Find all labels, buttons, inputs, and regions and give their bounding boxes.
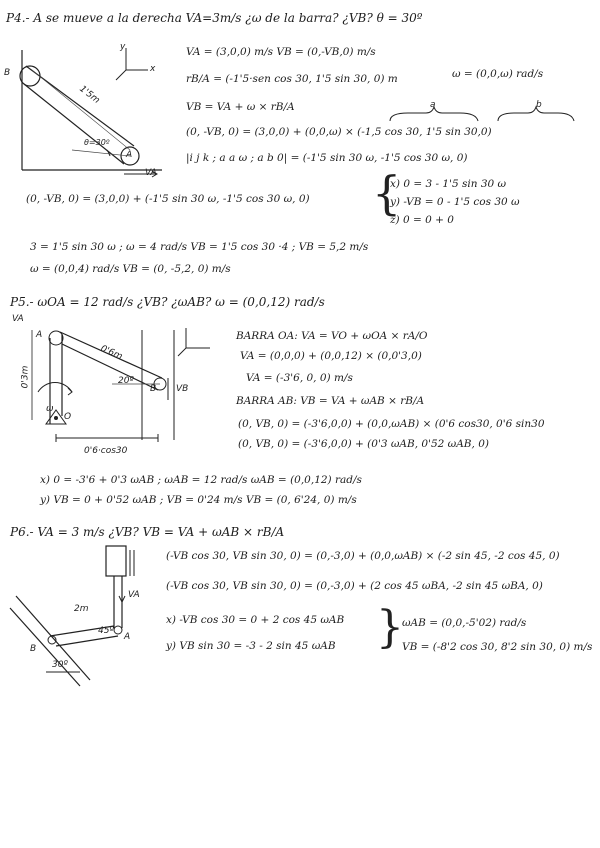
p5-axis-icon bbox=[176, 324, 216, 360]
p4-line-0: VA = (3,0,0) m/s VB = (0,-VB,0) m/s bbox=[186, 46, 376, 58]
p5-line-6: x) 0 = -3'6 + 0'3 ωAB ; ωAB = 12 rad/s ωAB = (0,0,12) rad/s bbox=[40, 474, 362, 486]
p4-title: P4.- A se mueve a la derecha VA=3m/s ¿ω de la barra? ¿VB? θ = 30º bbox=[6, 11, 423, 25]
p4-braces bbox=[388, 105, 588, 125]
p5-fig-vb: VB bbox=[176, 384, 189, 394]
p4-line-6: (0, -VB, 0) = (3,0,0) + (-1'5 sin 30 ω, -1'5 cos 30 ω, 0) bbox=[26, 193, 310, 205]
p4-fig-a: A bbox=[126, 150, 133, 160]
p5-fig-base: 0'6·cos30 bbox=[84, 446, 128, 456]
p5-line-7: y) VB = 0 + 0'52 ωAB ; VB = 0'24 m/s VB = (0, 6'24, 0) m/s bbox=[40, 494, 357, 506]
p4-brace-b: b bbox=[536, 100, 542, 110]
p6-fig-va: VA bbox=[128, 590, 140, 600]
p4-line-8: y) -VB = 0 - 1'5 cos 30 ω bbox=[390, 196, 520, 208]
p6-fig-len: 2m bbox=[74, 604, 89, 614]
p4-line-1: rB/A = (-1'5·sen cos 30, 1'5 sin 30, 0) m bbox=[186, 73, 398, 85]
p5-title: P5.- ωOA = 12 rad/s ¿VB? ¿ωAB? ω = (0,0,12) rad/s bbox=[10, 295, 325, 309]
p5-line-4: (0, VB, 0) = (-3'6,0,0) + (0,0,ωAB) × (0'6 cos30, 0'6 sin30 bbox=[238, 418, 545, 430]
p5-line-0: BARRA OA: VA = VO + ωOA × rA/O bbox=[236, 330, 428, 342]
p4-fig-b: B bbox=[4, 68, 11, 78]
p4-axis-icon bbox=[112, 44, 152, 84]
p6-line-2: x) -VB cos 30 = 0 + 2 cos 45 ωAB bbox=[166, 614, 345, 626]
p4-line-7: x) 0 = 3 - 1'5 sin 30 ω bbox=[390, 178, 507, 190]
p4-line-11: ω = (0,0,4) rad/s VB = (0, -5,2, 0) m/s bbox=[30, 263, 231, 275]
p4-line-4: (0, -VB, 0) = (3,0,0) + (0,0,ω) × (-1,5 cos 30, 1'5 sin 30,0) bbox=[186, 126, 492, 138]
p5-fig-o: O bbox=[64, 412, 72, 422]
p6-fig-ang1: 45º bbox=[98, 626, 114, 636]
p4-fig-va: VA bbox=[145, 168, 157, 178]
p6-title: P6.- VA = 3 m/s ¿VB? VB = VA + ωAB × rB/A bbox=[10, 525, 285, 539]
p5-fig-va: VA bbox=[12, 314, 24, 324]
p5-line-1: VA = (0,0,0) + (0,0,12) × (0,0'3,0) bbox=[240, 350, 422, 362]
p5-fig-w: ω bbox=[46, 404, 54, 414]
p5-line-2: VA = (-3'6, 0, 0) m/s bbox=[246, 372, 353, 384]
p6-system-brace: } bbox=[376, 602, 404, 653]
p6-line-5: VB = (-8'2 cos 30, 8'2 sin 30, 0) m/s bbox=[402, 641, 593, 653]
p6-fig-b: B bbox=[30, 644, 37, 654]
p4-line-3: VB = VA + ω × rB/A bbox=[186, 101, 295, 113]
p5-line-5: (0, VB, 0) = (-3'6,0,0) + (0'3 ωAB, 0'52 ωAB, 0) bbox=[238, 438, 489, 450]
p4-brace-a: a bbox=[430, 100, 436, 110]
p4-axis-y: y bbox=[120, 42, 126, 52]
p6-fig-a: A bbox=[124, 632, 131, 642]
p6-line-0: (-VB cos 30, VB sin 30, 0) = (0,-3,0) + (0,0,ωAB) × (-2 sin 45, -2 cos 45, 0) bbox=[166, 550, 560, 562]
p6-line-3: y) VB sin 30 = -3 - 2 sin 45 ωAB bbox=[166, 640, 336, 652]
p4-line-2: ω = (0,0,ω) rad/s bbox=[452, 68, 544, 80]
p4-line-5: |i j k ; a a ω ; a b 0| = (-1'5 sin 30 ω, -1'5 cos 30 ω, 0) bbox=[186, 152, 468, 164]
p6-figure bbox=[10, 540, 160, 690]
p4-line-9: z) 0 = 0 + 0 bbox=[390, 214, 454, 226]
p6-fig-ang2: 30º bbox=[52, 660, 68, 670]
p4-fig-angle: θ=30º bbox=[84, 138, 110, 147]
p6-line-4: ωAB = (0,0,-5'02) rad/s bbox=[402, 617, 527, 629]
p4-axis-x: x bbox=[150, 64, 156, 74]
p5-fig-ang: 20º bbox=[118, 376, 134, 386]
p5-line-3: BARRA AB: VB = VA + ωAB × rB/A bbox=[236, 395, 425, 407]
p5-fig-b: B bbox=[150, 384, 157, 394]
p5-fig-h: 0'3m bbox=[20, 365, 31, 389]
p6-line-1: (-VB cos 30, VB sin 30, 0) = (0,-3,0) + (2 cos 45 ωBA, -2 sin 45 ωBA, 0) bbox=[166, 580, 543, 592]
p4-system-brace: { bbox=[372, 166, 402, 220]
p4-fig-len: 1'5m bbox=[77, 84, 102, 106]
p5-fig-a: A bbox=[36, 330, 43, 340]
p5-fig-len: 0'6m bbox=[98, 343, 124, 363]
p4-line-10: 3 = 1'5 sin 30 ω ; ω = 4 rad/s VB = 1'5 cos 30 ·4 ; VB = 5,2 m/s bbox=[30, 241, 369, 253]
